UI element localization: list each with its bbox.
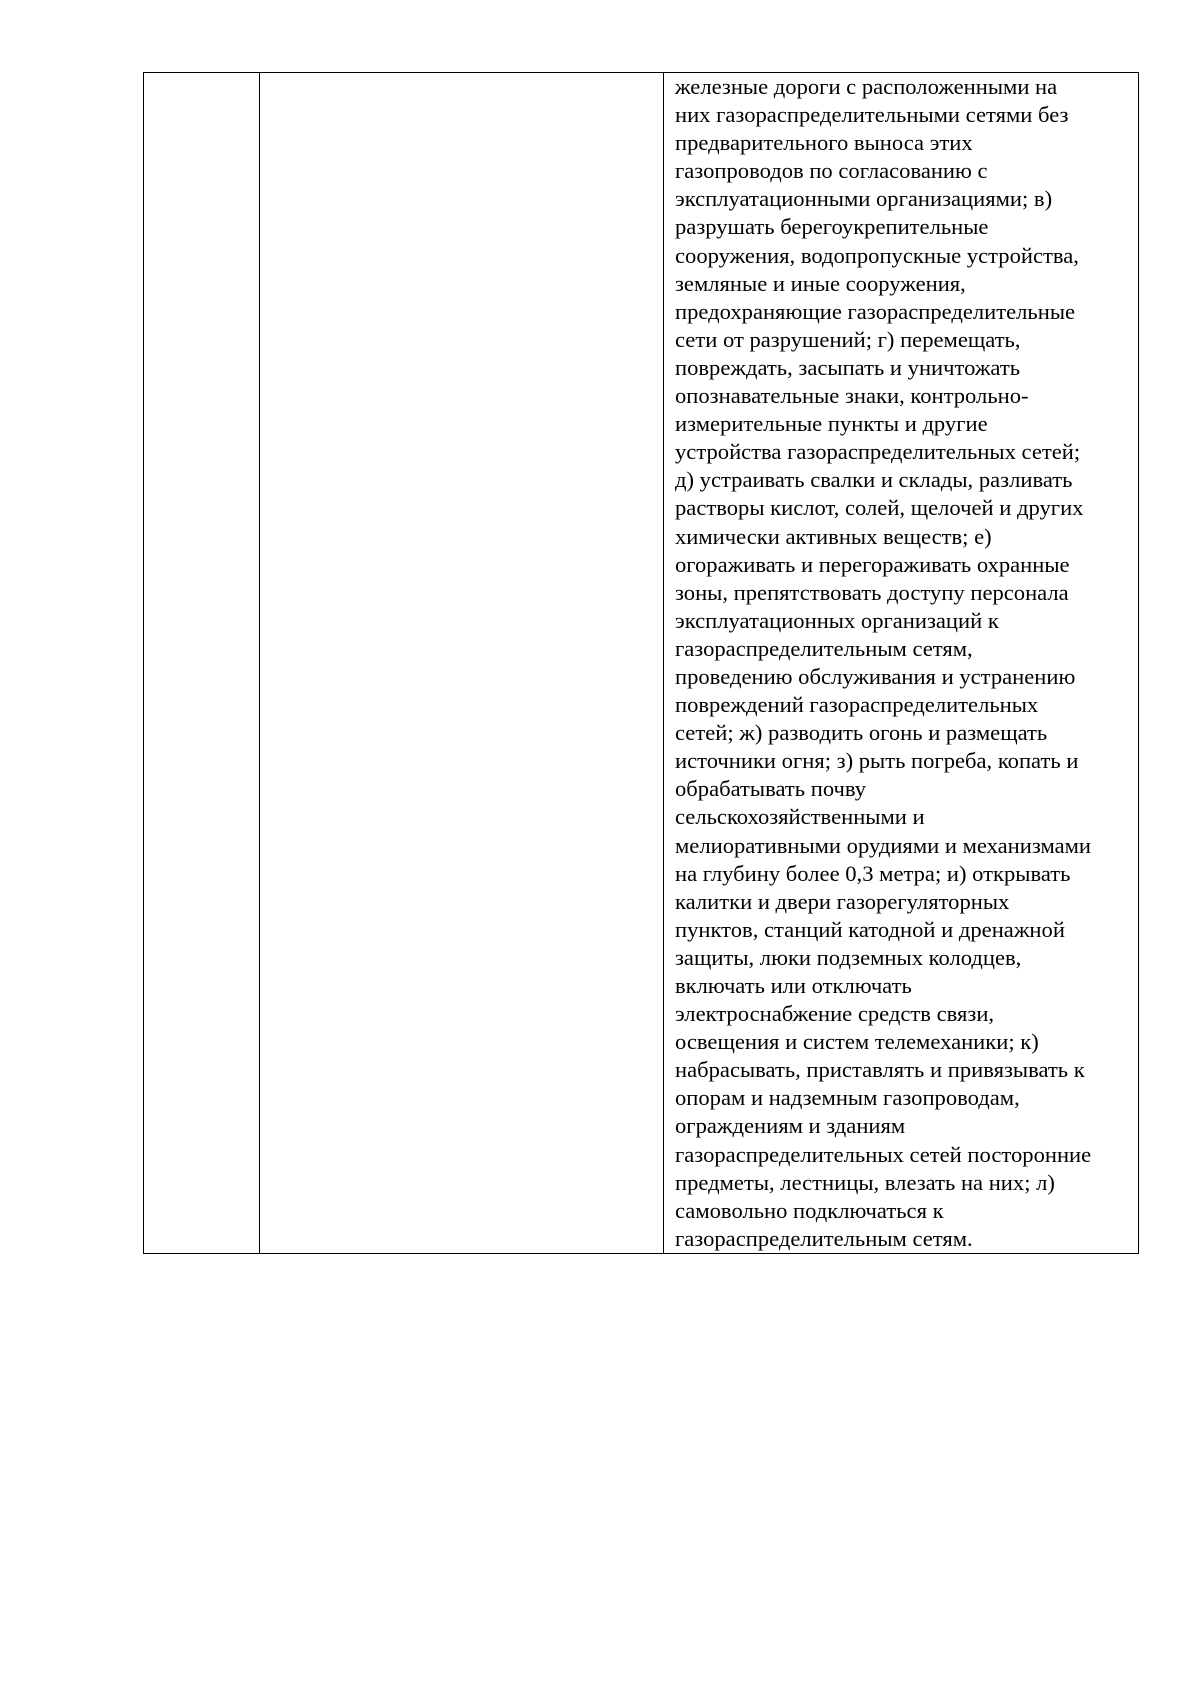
text-line: повреждать, засыпать и уничтожать	[675, 354, 1021, 380]
text-line: проведению обслуживания и устранению	[675, 663, 1076, 689]
text-line: эксплуатационными организациями; в)	[675, 186, 1053, 212]
text-line: д) устраивать свалки и склады, разливать	[675, 467, 1073, 493]
text-line: сети от разрушений; г) перемещать,	[675, 326, 1021, 352]
text-line: предохраняющие газораспределительные	[675, 298, 1076, 324]
text-line: растворы кислот, солей, щелочей и других	[675, 495, 1084, 521]
text-line: калитки и двери газорегуляторных	[675, 888, 1010, 914]
text-line: самовольно подключаться к	[675, 1197, 944, 1223]
table-cell-description	[664, 73, 1139, 1254]
text-line: разрушать берегоукрепительные	[675, 214, 989, 240]
text-line: предварительного выноса этих	[675, 130, 973, 156]
text-line: предметы, лестницы, влезать на них; л)	[675, 1169, 1055, 1195]
text-line: включать или отключать	[675, 973, 912, 998]
text-line: опорам и надземным газопроводам,	[675, 1085, 1020, 1111]
text-line: газораспределительным сетям.	[675, 1225, 973, 1251]
text-line: набрасывать, приставлять и привязывать к	[675, 1057, 1085, 1083]
text-line: зоны, препятствовать доступу персонала	[675, 579, 1069, 605]
text-line: железные дороги с расположенными на	[675, 74, 1058, 99]
text-line: газораспределительным сетям,	[675, 635, 973, 661]
text-line: защиты, люки подземных колодцев,	[675, 944, 1022, 970]
text-line: устройства газораспределительных сетей;	[675, 439, 1081, 465]
text-line: пунктов, станций катодной и дренажной	[675, 916, 1065, 942]
text-line: обрабатывать почву	[675, 776, 867, 802]
text-line: электроснабжение средств связи,	[675, 1001, 995, 1027]
text-line: огораживать и перегораживать охранные	[675, 551, 1070, 577]
text-line: повреждений газораспределительных	[675, 692, 1039, 718]
text-line: ограждениям и зданиям	[675, 1113, 906, 1139]
document-table	[143, 72, 1139, 1254]
text-line: них газораспределительными сетями без	[675, 102, 1069, 128]
text-line: сетей; ж) разводить огонь и размещать	[675, 720, 1048, 746]
table-cell-number	[144, 73, 260, 1254]
text-line: газопроводов по согласованию с	[675, 158, 988, 184]
text-line: мелиоративными орудиями и механизмами	[675, 832, 1091, 858]
description-text	[664, 73, 1138, 1253]
text-line: эксплуатационных организаций к	[675, 607, 999, 633]
table-cell-title	[260, 73, 664, 1254]
text-line: источники огня; з) рыть погреба, копать и	[675, 748, 1079, 774]
table-row	[144, 73, 1139, 1254]
text-line: на глубину более 0,3 метра; и) открывать	[675, 860, 1071, 886]
text-line: сооружения, водопропускные устройства,	[675, 242, 1079, 268]
text-line: химически активных веществ; е)	[675, 523, 992, 549]
text-line: земляные и иные сооружения,	[675, 270, 966, 296]
text-line: сельскохозяйственными и	[675, 804, 925, 830]
text-line: измерительные пункты и другие	[675, 411, 988, 437]
text-line: газораспределительных сетей посторонние	[675, 1141, 1092, 1167]
text-line: опознавательные знаки, контрольно-	[675, 383, 1029, 409]
text-line: освещения и систем телемеханики; к)	[675, 1029, 1039, 1055]
